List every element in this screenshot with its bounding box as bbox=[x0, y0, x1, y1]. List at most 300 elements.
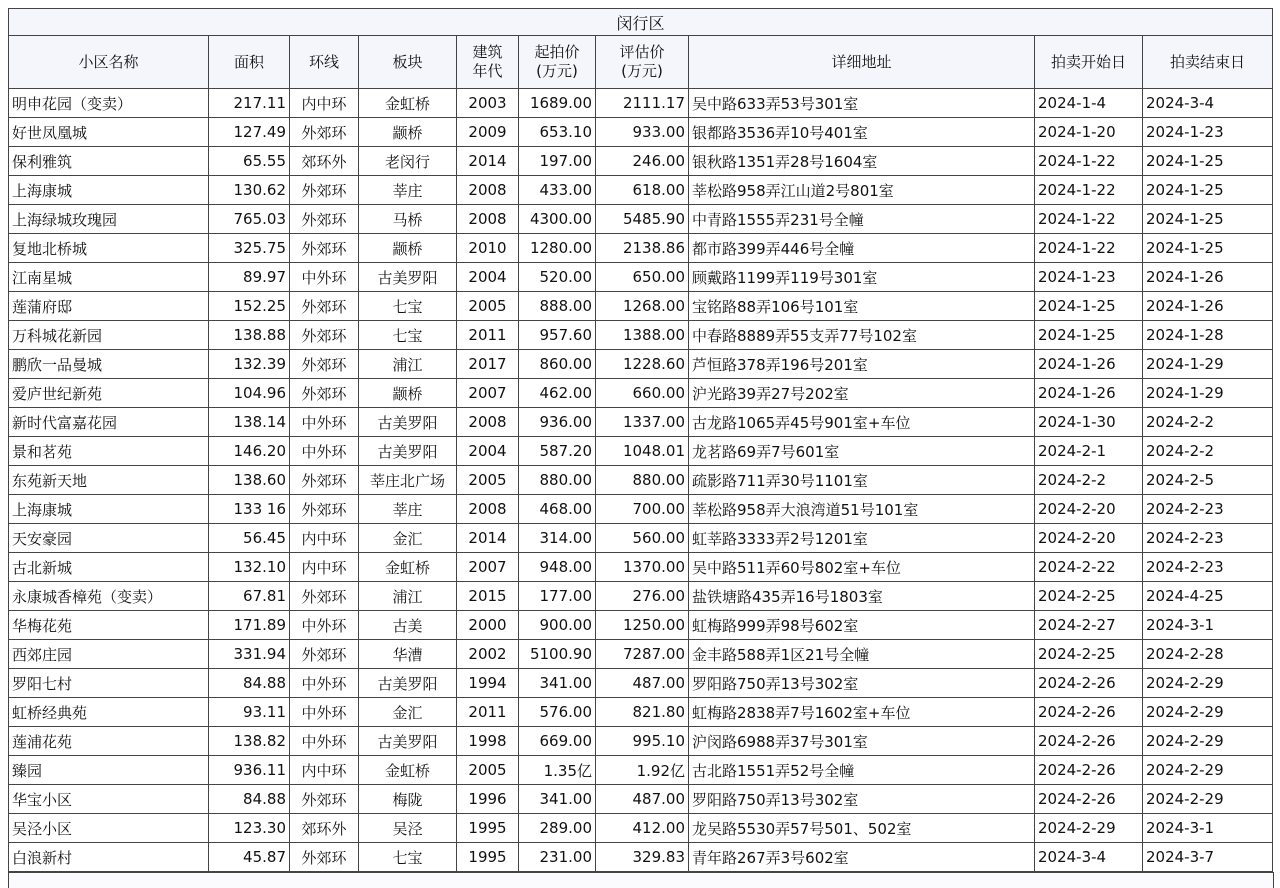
cell-end-date[interactable]: 2024-2-23 bbox=[1143, 553, 1273, 582]
cell-start-date[interactable]: 2024-2-20 bbox=[1035, 495, 1143, 524]
cell-start-price[interactable]: 4300.00 bbox=[519, 205, 596, 234]
cell-address[interactable]: 罗阳路750弄13号302室 bbox=[689, 785, 1035, 814]
cell-start-date[interactable]: 2024-1-25 bbox=[1035, 292, 1143, 321]
cell-eval-price[interactable]: 7287.00 bbox=[596, 640, 689, 669]
table-row bbox=[9, 408, 1273, 437]
cell-name[interactable]: 景和茗苑 bbox=[9, 437, 209, 466]
cell-eval-price[interactable]: 700.00 bbox=[596, 495, 689, 524]
cell-area[interactable]: 138.82 bbox=[209, 727, 290, 756]
table-row bbox=[9, 640, 1273, 669]
cell-eval-price[interactable]: 933.00 bbox=[596, 118, 689, 147]
cell-year[interactable]: 2009 bbox=[457, 118, 519, 147]
col-header-address: 详细地址 bbox=[689, 36, 1035, 89]
cell-end-date[interactable]: 2024-2-2 bbox=[1143, 408, 1273, 437]
cell-block[interactable]: 老闵行 bbox=[359, 147, 457, 176]
cell-start-price[interactable]: 468.00 bbox=[519, 495, 596, 524]
col-header-start-date: 拍卖开始日 bbox=[1035, 36, 1143, 89]
cell-ring[interactable]: 中外环 bbox=[290, 669, 359, 698]
cell-start-date[interactable]: 2024-2-26 bbox=[1035, 785, 1143, 814]
cell-area[interactable]: 84.88 bbox=[209, 785, 290, 814]
cell-area[interactable]: 130.62 bbox=[209, 176, 290, 205]
cell-year[interactable]: 1994 bbox=[457, 669, 519, 698]
cell-ring[interactable]: 外郊环 bbox=[290, 466, 359, 495]
cell-start-price[interactable]: 576.00 bbox=[519, 698, 596, 727]
cell-end-date[interactable]: 2024-3-1 bbox=[1143, 611, 1273, 640]
cell-ring[interactable]: 外郊环 bbox=[290, 843, 359, 872]
cell-eval-price[interactable]: 5485.90 bbox=[596, 205, 689, 234]
cell-name[interactable]: 万科城花新园 bbox=[9, 321, 209, 350]
cell-block[interactable]: 金虹桥 bbox=[359, 89, 457, 118]
cell-end-date[interactable]: 2024-1-23 bbox=[1143, 118, 1273, 147]
cell-name[interactable]: 莲浦花苑 bbox=[9, 727, 209, 756]
cell-address[interactable]: 罗阳路750弄13号302室 bbox=[689, 669, 1035, 698]
cell-area[interactable]: 325.75 bbox=[209, 234, 290, 263]
cell-year[interactable]: 2008 bbox=[457, 205, 519, 234]
table-row bbox=[9, 495, 1273, 524]
cell-year[interactable]: 2007 bbox=[457, 379, 519, 408]
cell-start-date[interactable]: 2024-1-26 bbox=[1035, 350, 1143, 379]
cell-block[interactable]: 华漕 bbox=[359, 640, 457, 669]
cell-year[interactable]: 2008 bbox=[457, 176, 519, 205]
table-row bbox=[9, 727, 1273, 756]
cell-ring[interactable]: 外郊环 bbox=[290, 234, 359, 263]
cell-start-date[interactable]: 2024-1-26 bbox=[1035, 379, 1143, 408]
cell-end-date[interactable]: 2024-1-25 bbox=[1143, 205, 1273, 234]
table-row bbox=[9, 843, 1273, 872]
cell-start-date[interactable]: 2024-2-1 bbox=[1035, 437, 1143, 466]
cell-year[interactable]: 2014 bbox=[457, 524, 519, 553]
cell-address[interactable]: 莘松路958弄大浪湾道51号101室 bbox=[689, 495, 1035, 524]
cell-ring[interactable]: 内中环 bbox=[290, 524, 359, 553]
col-header-eval-price-text: 评估价(万元) bbox=[619, 43, 665, 80]
cell-ring[interactable]: 中外环 bbox=[290, 698, 359, 727]
cell-start-price[interactable]: 1280.00 bbox=[519, 234, 596, 263]
table-row bbox=[9, 785, 1273, 814]
cell-start-price[interactable]: 948.00 bbox=[519, 553, 596, 582]
cell-end-date[interactable]: 2024-2-29 bbox=[1143, 785, 1273, 814]
cell-start-price[interactable]: 289.00 bbox=[519, 814, 596, 843]
cell-start-date[interactable]: 2024-1-20 bbox=[1035, 118, 1143, 147]
cell-end-date[interactable]: 2024-1-28 bbox=[1143, 321, 1273, 350]
cell-name[interactable]: 白浪新村 bbox=[9, 843, 209, 872]
cell-start-date[interactable]: 2024-2-27 bbox=[1035, 611, 1143, 640]
cell-address[interactable]: 中春路8889弄55支弄77号102室 bbox=[689, 321, 1035, 350]
cell-ring[interactable]: 外郊环 bbox=[290, 582, 359, 611]
cell-year[interactable]: 2004 bbox=[457, 263, 519, 292]
cell-end-date[interactable]: 2024-2-23 bbox=[1143, 524, 1273, 553]
cell-year[interactable]: 2015 bbox=[457, 582, 519, 611]
cell-area[interactable]: 104.96 bbox=[209, 379, 290, 408]
cell-year[interactable]: 2000 bbox=[457, 611, 519, 640]
cell-name[interactable]: 明申花园（变卖） bbox=[9, 89, 209, 118]
cell-start-date[interactable]: 2024-1-23 bbox=[1035, 263, 1143, 292]
cell-start-price[interactable]: 1.35亿 bbox=[519, 756, 596, 785]
cell-address[interactable]: 沪光路39弄27号202室 bbox=[689, 379, 1035, 408]
table-row bbox=[9, 524, 1273, 553]
cell-address[interactable]: 龙茗路69弄7号601室 bbox=[689, 437, 1035, 466]
cell-start-price[interactable]: 341.00 bbox=[519, 669, 596, 698]
cell-block[interactable]: 古美 bbox=[359, 611, 457, 640]
cell-start-date[interactable]: 2024-1-25 bbox=[1035, 321, 1143, 350]
cell-address[interactable]: 金丰路588弄1区21号全幢 bbox=[689, 640, 1035, 669]
cell-ring[interactable]: 内中环 bbox=[290, 89, 359, 118]
cell-end-date[interactable]: 2024-2-29 bbox=[1143, 727, 1273, 756]
cell-name[interactable]: 爱庐世纪新苑 bbox=[9, 379, 209, 408]
cell-eval-price[interactable]: 1370.00 bbox=[596, 553, 689, 582]
cell-area[interactable]: 146.20 bbox=[209, 437, 290, 466]
cell-start-date[interactable]: 2024-2-26 bbox=[1035, 727, 1143, 756]
cell-address[interactable]: 盐铁塘路435弄16号1803室 bbox=[689, 582, 1035, 611]
cell-eval-price[interactable]: 1337.00 bbox=[596, 408, 689, 437]
cell-block[interactable]: 颛桥 bbox=[359, 118, 457, 147]
cell-eval-price[interactable]: 618.00 bbox=[596, 176, 689, 205]
cell-start-price[interactable]: 653.10 bbox=[519, 118, 596, 147]
col-header-year bbox=[457, 36, 519, 89]
col-header-end-date: 拍卖结束日 bbox=[1143, 36, 1273, 89]
cell-block[interactable]: 古美罗阳 bbox=[359, 669, 457, 698]
cell-ring[interactable]: 外郊环 bbox=[290, 495, 359, 524]
cell-ring[interactable]: 外郊环 bbox=[290, 640, 359, 669]
cell-block[interactable]: 金汇 bbox=[359, 524, 457, 553]
cell-end-date[interactable]: 2024-2-2 bbox=[1143, 437, 1273, 466]
cell-name[interactable]: 虹桥经典苑 bbox=[9, 698, 209, 727]
cell-address[interactable]: 古北路1551弄52号全幢 bbox=[689, 756, 1035, 785]
cell-year[interactable]: 2004 bbox=[457, 437, 519, 466]
cell-ring[interactable]: 外郊环 bbox=[290, 379, 359, 408]
cell-end-date[interactable]: 2024-4-25 bbox=[1143, 582, 1273, 611]
cell-start-date[interactable]: 2024-2-22 bbox=[1035, 553, 1143, 582]
cell-start-price[interactable]: 900.00 bbox=[519, 611, 596, 640]
cell-start-price[interactable]: 888.00 bbox=[519, 292, 596, 321]
cell-year[interactable]: 2005 bbox=[457, 292, 519, 321]
cell-end-date[interactable]: 2024-1-25 bbox=[1143, 234, 1273, 263]
cell-year[interactable]: 2003 bbox=[457, 89, 519, 118]
cell-start-price[interactable]: 5100.90 bbox=[519, 640, 596, 669]
cell-eval-price[interactable]: 821.80 bbox=[596, 698, 689, 727]
cell-block[interactable]: 马桥 bbox=[359, 205, 457, 234]
cell-year[interactable]: 2007 bbox=[457, 553, 519, 582]
cell-eval-price[interactable]: 412.00 bbox=[596, 814, 689, 843]
cell-block[interactable]: 金虹桥 bbox=[359, 553, 457, 582]
cell-ring[interactable]: 中外环 bbox=[290, 611, 359, 640]
cell-address[interactable]: 吴中路633弄53号301室 bbox=[689, 89, 1035, 118]
cell-name[interactable]: 上海康城 bbox=[9, 495, 209, 524]
cell-area[interactable]: 217.11 bbox=[209, 89, 290, 118]
cell-area[interactable]: 132.10 bbox=[209, 553, 290, 582]
cell-start-date[interactable]: 2024-2-2 bbox=[1035, 466, 1143, 495]
cell-address[interactable]: 沪闵路6988弄37号301室 bbox=[689, 727, 1035, 756]
cell-eval-price[interactable]: 1228.60 bbox=[596, 350, 689, 379]
cell-address[interactable]: 芦恒路378弄196号201室 bbox=[689, 350, 1035, 379]
cell-eval-price[interactable]: 487.00 bbox=[596, 669, 689, 698]
cell-ring[interactable]: 郊环外 bbox=[290, 814, 359, 843]
cell-name[interactable]: 东苑新天地 bbox=[9, 466, 209, 495]
table-row bbox=[9, 466, 1273, 495]
cell-end-date[interactable]: 2024-3-4 bbox=[1143, 89, 1273, 118]
cell-ring[interactable]: 中外环 bbox=[290, 437, 359, 466]
cell-area[interactable]: 56.45 bbox=[209, 524, 290, 553]
cell-eval-price[interactable]: 650.00 bbox=[596, 263, 689, 292]
table-row bbox=[9, 379, 1273, 408]
cell-block[interactable]: 吴泾 bbox=[359, 814, 457, 843]
cell-eval-price[interactable]: 1388.00 bbox=[596, 321, 689, 350]
cell-end-date[interactable]: 2024-2-23 bbox=[1143, 495, 1273, 524]
cell-year[interactable]: 2011 bbox=[457, 321, 519, 350]
cell-name[interactable]: 上海康城 bbox=[9, 176, 209, 205]
cell-name[interactable]: 吴泾小区 bbox=[9, 814, 209, 843]
cell-start-price[interactable]: 936.00 bbox=[519, 408, 596, 437]
cell-year[interactable]: 2008 bbox=[457, 495, 519, 524]
cell-block[interactable]: 金汇 bbox=[359, 698, 457, 727]
cell-address[interactable]: 虹梅路999弄98号602室 bbox=[689, 611, 1035, 640]
cell-block[interactable]: 莘庄北广场 bbox=[359, 466, 457, 495]
cell-ring[interactable]: 内中环 bbox=[290, 756, 359, 785]
table-row bbox=[9, 350, 1273, 379]
cell-year[interactable]: 2002 bbox=[457, 640, 519, 669]
cell-ring[interactable]: 郊环外 bbox=[290, 147, 359, 176]
cell-eval-price[interactable]: 880.00 bbox=[596, 466, 689, 495]
cell-year[interactable]: 2017 bbox=[457, 350, 519, 379]
cell-end-date[interactable]: 2024-2-29 bbox=[1143, 669, 1273, 698]
cell-name[interactable]: 华梅花苑 bbox=[9, 611, 209, 640]
table-body bbox=[9, 89, 1273, 872]
cell-block[interactable]: 梅陇 bbox=[359, 785, 457, 814]
cell-start-date[interactable]: 2024-3-4 bbox=[1035, 843, 1143, 872]
cell-year[interactable]: 1996 bbox=[457, 785, 519, 814]
cell-ring[interactable]: 内中环 bbox=[290, 553, 359, 582]
cell-block[interactable]: 浦江 bbox=[359, 350, 457, 379]
cell-address[interactable]: 疏影路711弄30号1101室 bbox=[689, 466, 1035, 495]
cell-start-price[interactable]: 462.00 bbox=[519, 379, 596, 408]
cell-start-date[interactable]: 2024-1-22 bbox=[1035, 147, 1143, 176]
table-row bbox=[9, 698, 1273, 727]
table-row bbox=[9, 553, 1273, 582]
cell-name[interactable]: 罗阳七村 bbox=[9, 669, 209, 698]
cell-address[interactable]: 莘松路958弄江山道2号801室 bbox=[689, 176, 1035, 205]
cell-start-date[interactable]: 2024-2-26 bbox=[1035, 698, 1143, 727]
cell-start-price[interactable]: 860.00 bbox=[519, 350, 596, 379]
cell-start-price[interactable]: 433.00 bbox=[519, 176, 596, 205]
cell-ring[interactable]: 中外环 bbox=[290, 263, 359, 292]
cell-block[interactable]: 古美罗阳 bbox=[359, 727, 457, 756]
cell-eval-price[interactable]: 487.00 bbox=[596, 785, 689, 814]
cell-ring[interactable]: 外郊环 bbox=[290, 785, 359, 814]
cell-start-price[interactable]: 587.20 bbox=[519, 437, 596, 466]
cell-area[interactable]: 138.88 bbox=[209, 321, 290, 350]
table-row bbox=[9, 234, 1273, 263]
cell-area[interactable]: 133 16 bbox=[209, 495, 290, 524]
cell-address[interactable]: 龙吴路5530弄57号501、502室 bbox=[689, 814, 1035, 843]
cell-year[interactable]: 2014 bbox=[457, 147, 519, 176]
cell-start-date[interactable]: 2024-1-22 bbox=[1035, 176, 1143, 205]
cell-year[interactable]: 1998 bbox=[457, 727, 519, 756]
cell-year[interactable]: 1995 bbox=[457, 843, 519, 872]
cell-end-date[interactable]: 2024-2-29 bbox=[1143, 698, 1273, 727]
cell-address[interactable]: 青年路267弄3号602室 bbox=[689, 843, 1035, 872]
cell-year[interactable]: 2010 bbox=[457, 234, 519, 263]
table-row bbox=[9, 582, 1273, 611]
cell-start-date[interactable]: 2024-1-22 bbox=[1035, 205, 1143, 234]
cell-eval-price[interactable]: 1.92亿 bbox=[596, 756, 689, 785]
cell-ring[interactable]: 外郊环 bbox=[290, 176, 359, 205]
cell-area[interactable]: 93.11 bbox=[209, 698, 290, 727]
cell-address[interactable]: 银秋路1351弄28号1604室 bbox=[689, 147, 1035, 176]
cell-area[interactable]: 84.88 bbox=[209, 669, 290, 698]
cell-ring[interactable]: 外郊环 bbox=[290, 292, 359, 321]
cell-block[interactable]: 七宝 bbox=[359, 843, 457, 872]
cell-ring[interactable]: 外郊环 bbox=[290, 350, 359, 379]
cell-block[interactable]: 古美罗阳 bbox=[359, 263, 457, 292]
cell-eval-price[interactable]: 329.83 bbox=[596, 843, 689, 872]
cell-eval-price[interactable]: 660.00 bbox=[596, 379, 689, 408]
cell-name[interactable]: 复地北桥城 bbox=[9, 234, 209, 263]
cell-start-price[interactable]: 880.00 bbox=[519, 466, 596, 495]
cell-start-price[interactable]: 177.00 bbox=[519, 582, 596, 611]
cell-start-date[interactable]: 2024-2-25 bbox=[1035, 640, 1143, 669]
cell-block[interactable]: 金虹桥 bbox=[359, 756, 457, 785]
cell-address[interactable]: 都市路399弄446号全幢 bbox=[689, 234, 1035, 263]
cell-year[interactable]: 2008 bbox=[457, 408, 519, 437]
col-header-block: 板块 bbox=[359, 36, 457, 89]
cell-ring[interactable]: 中外环 bbox=[290, 727, 359, 756]
cell-year[interactable]: 2005 bbox=[457, 756, 519, 785]
col-header-eval-price bbox=[596, 36, 689, 89]
cell-eval-price[interactable]: 276.00 bbox=[596, 582, 689, 611]
cell-start-date[interactable]: 2024-1-30 bbox=[1035, 408, 1143, 437]
cell-address[interactable]: 吴中路511弄60号802室+车位 bbox=[689, 553, 1035, 582]
cell-end-date[interactable]: 2024-2-29 bbox=[1143, 756, 1273, 785]
auction-table bbox=[8, 8, 1273, 872]
cell-start-price[interactable]: 520.00 bbox=[519, 263, 596, 292]
cell-end-date[interactable]: 2024-1-26 bbox=[1143, 292, 1273, 321]
cell-name[interactable]: 新时代富嘉花园 bbox=[9, 408, 209, 437]
cell-block[interactable]: 古美罗阳 bbox=[359, 408, 457, 437]
cell-name[interactable]: 天安豪园 bbox=[9, 524, 209, 553]
table-title: 闵行区 bbox=[9, 9, 1273, 36]
cell-area[interactable]: 138.14 bbox=[209, 408, 290, 437]
cell-start-date[interactable]: 2024-1-22 bbox=[1035, 234, 1143, 263]
col-header-start-price bbox=[519, 36, 596, 89]
header-row bbox=[9, 36, 1273, 89]
cell-area[interactable]: 65.55 bbox=[209, 147, 290, 176]
cell-address[interactable]: 银都路3536弄10号401室 bbox=[689, 118, 1035, 147]
cell-eval-price[interactable]: 2111.17 bbox=[596, 89, 689, 118]
cell-year[interactable]: 1995 bbox=[457, 814, 519, 843]
cell-address[interactable]: 中青路1555弄231号全幢 bbox=[689, 205, 1035, 234]
cell-address[interactable]: 虹梅路2838弄7号1602室+车位 bbox=[689, 698, 1035, 727]
cell-start-date[interactable]: 2024-1-4 bbox=[1035, 89, 1143, 118]
cell-end-date[interactable]: 2024-1-29 bbox=[1143, 379, 1273, 408]
cell-name[interactable]: 华宝小区 bbox=[9, 785, 209, 814]
cell-block[interactable]: 莘庄 bbox=[359, 495, 457, 524]
cell-start-date[interactable]: 2024-2-29 bbox=[1035, 814, 1143, 843]
cell-area[interactable]: 132.39 bbox=[209, 350, 290, 379]
table-row bbox=[9, 611, 1273, 640]
cell-ring[interactable]: 中外环 bbox=[290, 408, 359, 437]
cell-year[interactable]: 2011 bbox=[457, 698, 519, 727]
cell-area[interactable]: 45.87 bbox=[209, 843, 290, 872]
cell-start-price[interactable]: 231.00 bbox=[519, 843, 596, 872]
table-row bbox=[9, 205, 1273, 234]
cell-end-date[interactable]: 2024-3-1 bbox=[1143, 814, 1273, 843]
cell-end-date[interactable]: 2024-1-25 bbox=[1143, 147, 1273, 176]
cell-start-price[interactable]: 314.00 bbox=[519, 524, 596, 553]
cell-start-date[interactable]: 2024-2-26 bbox=[1035, 756, 1143, 785]
cell-start-date[interactable]: 2024-2-20 bbox=[1035, 524, 1143, 553]
cell-area[interactable]: 138.60 bbox=[209, 466, 290, 495]
table-row bbox=[9, 292, 1273, 321]
cell-address[interactable]: 宝铭路88弄106号101室 bbox=[689, 292, 1035, 321]
cell-eval-price[interactable]: 995.10 bbox=[596, 727, 689, 756]
cell-eval-price[interactable]: 1048.01 bbox=[596, 437, 689, 466]
cell-name[interactable]: 古北新城 bbox=[9, 553, 209, 582]
cell-name[interactable]: 莲蒲府邸 bbox=[9, 292, 209, 321]
cell-block[interactable]: 浦江 bbox=[359, 582, 457, 611]
cell-area[interactable]: 67.81 bbox=[209, 582, 290, 611]
cell-end-date[interactable]: 2024-3-7 bbox=[1143, 843, 1273, 872]
cell-address[interactable]: 虹莘路3333弄2号1201室 bbox=[689, 524, 1035, 553]
cell-start-date[interactable]: 2024-2-25 bbox=[1035, 582, 1143, 611]
cell-address[interactable]: 顾戴路1199弄119号301室 bbox=[689, 263, 1035, 292]
cell-eval-price[interactable]: 560.00 bbox=[596, 524, 689, 553]
cell-start-price[interactable]: 341.00 bbox=[519, 785, 596, 814]
cell-eval-price[interactable]: 1268.00 bbox=[596, 292, 689, 321]
cell-name[interactable]: 保利雅筑 bbox=[9, 147, 209, 176]
cell-start-date[interactable]: 2024-2-26 bbox=[1035, 669, 1143, 698]
cell-ring[interactable]: 外郊环 bbox=[290, 321, 359, 350]
cell-end-date[interactable]: 2024-1-25 bbox=[1143, 176, 1273, 205]
cell-area[interactable]: 89.97 bbox=[209, 263, 290, 292]
cell-area[interactable]: 331.94 bbox=[209, 640, 290, 669]
cell-area[interactable]: 127.49 bbox=[209, 118, 290, 147]
cell-area[interactable]: 936.11 bbox=[209, 756, 290, 785]
cell-start-price[interactable]: 197.00 bbox=[519, 147, 596, 176]
cell-end-date[interactable]: 2024-2-28 bbox=[1143, 640, 1273, 669]
cell-ring[interactable]: 外郊环 bbox=[290, 118, 359, 147]
cell-name[interactable]: 西郊庄园 bbox=[9, 640, 209, 669]
cell-block[interactable]: 颛桥 bbox=[359, 379, 457, 408]
cell-area[interactable]: 152.25 bbox=[209, 292, 290, 321]
cell-start-price[interactable]: 1689.00 bbox=[519, 89, 596, 118]
cell-block[interactable]: 七宝 bbox=[359, 321, 457, 350]
cell-start-price[interactable]: 669.00 bbox=[519, 727, 596, 756]
cell-name[interactable]: 上海绿城玫瑰园 bbox=[9, 205, 209, 234]
cell-name[interactable]: 永康城香樟苑（变卖） bbox=[9, 582, 209, 611]
table-row bbox=[9, 437, 1273, 466]
cell-area[interactable]: 765.03 bbox=[209, 205, 290, 234]
cell-block[interactable]: 颛桥 bbox=[359, 234, 457, 263]
cell-address[interactable]: 古龙路1065弄45号901室+车位 bbox=[689, 408, 1035, 437]
cell-ring[interactable]: 外郊环 bbox=[290, 205, 359, 234]
cell-block[interactable]: 古美罗阳 bbox=[359, 437, 457, 466]
cell-year[interactable]: 2005 bbox=[457, 466, 519, 495]
cell-name[interactable]: 好世凤凰城 bbox=[9, 118, 209, 147]
cell-area[interactable]: 123.30 bbox=[209, 814, 290, 843]
cell-eval-price[interactable]: 2138.86 bbox=[596, 234, 689, 263]
cell-start-price[interactable]: 957.60 bbox=[519, 321, 596, 350]
cell-end-date[interactable]: 2024-1-29 bbox=[1143, 350, 1273, 379]
cell-end-date[interactable]: 2024-1-26 bbox=[1143, 263, 1273, 292]
cell-area[interactable]: 171.89 bbox=[209, 611, 290, 640]
cell-name[interactable]: 臻园 bbox=[9, 756, 209, 785]
cell-eval-price[interactable]: 246.00 bbox=[596, 147, 689, 176]
cell-block[interactable]: 莘庄 bbox=[359, 176, 457, 205]
cell-name[interactable]: 鹏欣一品曼城 bbox=[9, 350, 209, 379]
cell-block[interactable]: 七宝 bbox=[359, 292, 457, 321]
cell-eval-price[interactable]: 1250.00 bbox=[596, 611, 689, 640]
cell-end-date[interactable]: 2024-2-5 bbox=[1143, 466, 1273, 495]
cell-name[interactable]: 江南星城 bbox=[9, 263, 209, 292]
